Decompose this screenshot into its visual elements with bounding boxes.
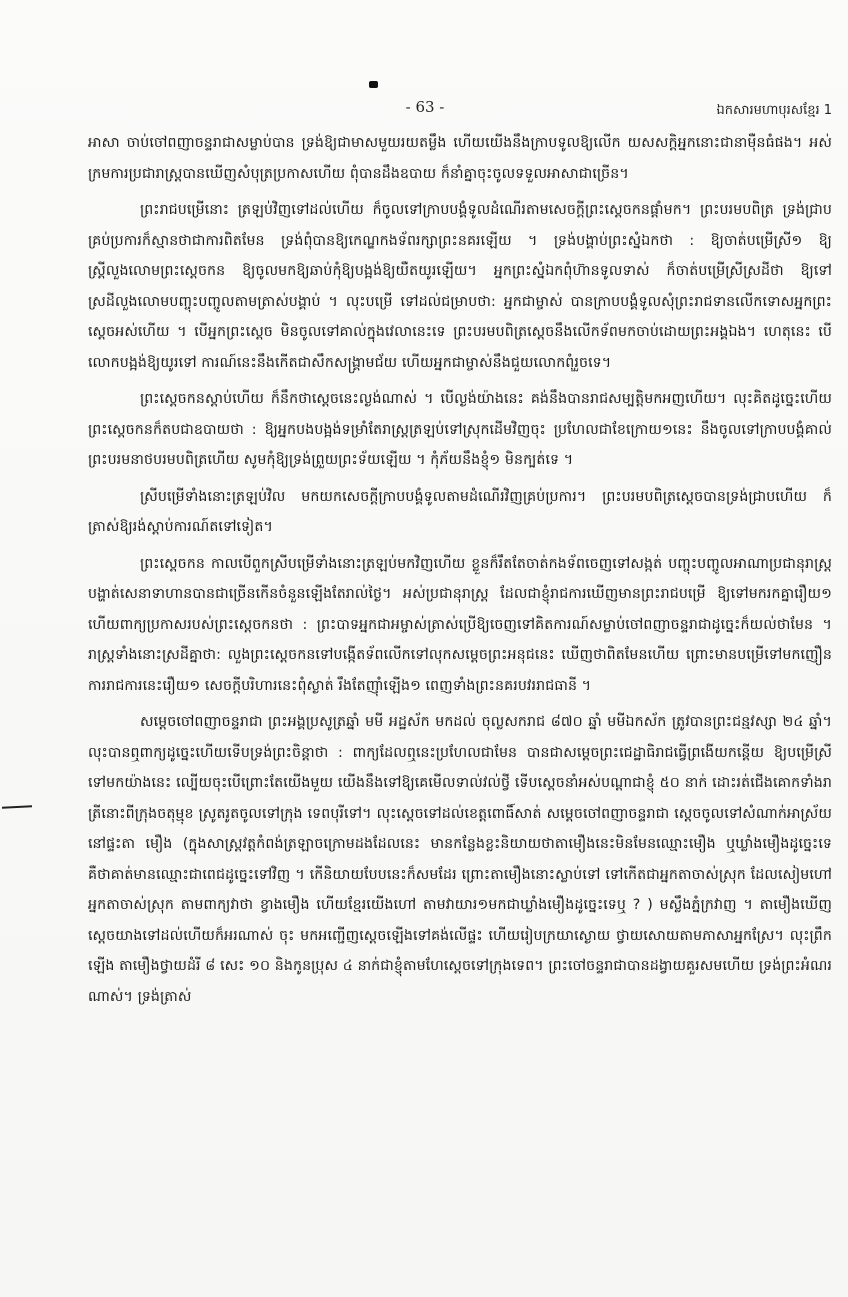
body-text <box>88 128 832 1288</box>
page-number: - 63 - <box>405 98 445 116</box>
margin-pen-mark <box>2 805 32 809</box>
paragraph: អាសា ចាប់ចៅពញាចន្ទរាជាសម្លាប់បាន ទ្រង់ឱ្យជាមាសមួយរយតម្លឹង ហើយយើងនឹងក្រាបទូលឱ្យលើក យសសក្តិអ្នកនោះជានាម៉ឺនធំផង។ អស់ក្រមការប្រជារាស្ត្របានឃើញសំបុត្រប្រកាសហើយ ពុំបានដឹងឧបាយ ក៏នាំគ្នាចុះចូលទទួលអាសាជាច្រើន។ <box>88 135 832 182</box>
paragraph: ស្រីបម្រើទាំងនោះត្រឡប់វិល មកយកសេចក្តីក្រាបបង្គំទូលតាមដំណើរវិញគ្រប់ប្រការ។ ព្រះបរមបពិត្រស្តេចបានទ្រង់ជ្រាបហើយ ក៏ត្រាស់ឱ្យរង់ស្តាប់ការណ៍តទៅទៀត។ <box>88 488 832 535</box>
paragraph: ព្រះស្តេចកន កាលបើពួកស្រីបម្រើទាំងនោះត្រឡប់មកវិញហើយ ខ្លួនក៏រឹតតែចាត់កងទ័ពចេញទៅសង្កត់ បញ្ចុះបញ្ចូលអាណាប្រជានុរាស្ត្រ បង្ហាត់សេនាទាហានបានជាច្រើនកើនចំនួនឡើងតែរាល់ថ្ងៃ។ អស់ប្រជានុរាស្ត្រ ដែលជាខ្ញុំរាជការឃើញមានព្រះរាជបម្រើ ឱ្យទៅមករកគ្នារឿយ១ ហើយពាក្យប្រកាសរបស់ព្រះស្តេចកនថា : ព្រះបាទអ្នកជាអម្ចាស់ត្រាស់ប្រើឱ្យចេញទៅគិតការណ៍សម្លាប់ចៅពញាចន្ទរាជាដូច្នេះក៏យល់ថាមែន ។ រាស្ត្រទាំងនោះស្រដីគ្នាថា: លួងព្រះស្តេចកនទៅបង្កើតទ័ពលើកទៅលុកសម្តេចព្រះអនុជនេះ ឃើញថាពិតមែនហើយ ព្រោះមានបម្រើទៅមកញឿនការរាជការនេះរឿយ១ សេចក្តីបរិហារនេះពុំស្ងាត់ រឹងតែញុាំឡើង១ ពេញទាំងព្រះនគរបវររាជធានី ។ <box>88 555 832 694</box>
paragraph: ព្រះស្តេចកនស្តាប់ហើយ ក៏នឹកថាស្តេចនេះល្ងង់ណាស់ ។ បើល្ងង់យ៉ាងនេះ គង់នឹងបានរាជសម្បត្តិមកអញហើយ។ លុះគិតដូច្នេះហើយព្រះស្តេចកនក៏តបជាឧបាយថា : ឱ្យអ្នកបងបង្អង់ទម្រាំតែរាស្ត្រត្រឡប់ទៅស្រុកដើមវិញចុះ ប្រហែលជាខែក្រោយ១នេះ នឹងចូលទៅក្រាបបង្គំគាល់ ព្រះបរមនាថបរមបពិត្រហើយ សូមកុំឱ្យទ្រង់ព្រួយព្រះទ័យឡើយ ។ កុំភ័យនឹងខ្ញុំ១ មិនក្បត់ទេ ។ <box>88 391 832 468</box>
paragraph: ព្រះរាជបម្រើនោះ ត្រឡប់វិញទៅដល់ហើយ ក៏ចូលទៅក្រាបបង្គំទូលដំណើរតាមសេចក្តីព្រះស្តេចកនផ្តាំមក។ ព្រះបរមបពិត្រ ទ្រង់ជ្រាបគ្រប់ប្រការក៏ស្មានថាជាការពិតមែន ទ្រង់ពុំបានឱ្យកេណ្ឌកងទ័ពរក្សាព្រះនគរឡើយ ។ ទ្រង់បង្គាប់ព្រះស្នំឯកថា : ឱ្យចាត់បម្រើស្រី១ ឱ្យស្ត្រីលួងលោមព្រះស្តេចកន ឱ្យចូលមកឱ្យឆាប់កុំឱ្យបង្អង់ឱ្យយឺតយូរឡើយ។ អ្នកព្រះស្នំឯកពុំហ៊ានទូលទាស់ ក៏ចាត់បម្រើស្រីស្រដីថា ឱ្យទៅស្រដីលួងលោមបញ្ចុះបញ្ចូលតាមត្រាស់បង្គាប់ ។ លុះបម្រើ ទៅដល់ជម្រាបថា: អ្នកជាម្ចាស់ បានក្រាបបង្គំទូលសុំព្រះរាជទានលើកទោសអ្នកព្រះស្តេចអស់ហើយ ។ បើអ្នកព្រះស្តេច មិនចូលទៅគាល់ក្នុងវេលានេះទេ ព្រះបរមបពិត្រស្តេចនឹងលើកទ័ពមកចាប់ដោយព្រះអង្គឯង។ ហេតុនេះ បើលោកបង្អង់ឱ្យយូរទៅ ការណ៍នេះនឹងកើតជាសឹកសង្គ្រាមជ័យ ហើយអ្នកជាម្ចាស់នឹងជួយលោកពុំរួចទេ។ <box>88 202 832 371</box>
running-header: ឯកសារមហាបុរសខ្មែរ 1 <box>716 103 832 118</box>
paragraph: សម្តេចចៅពញាចន្ទរាជា ព្រះអង្គប្រសូត្រឆ្នាំ មមី អដ្ឋស័ក មកដល់ ចុល្លសករាជ ៨៧០ ឆ្នាំ មមីឯកស័ក ត្រូវបានព្រះជន្មវស្សា ២៤ ឆ្នាំ។ លុះបានឮពាក្យដូច្នេះហើយទើបទ្រង់ព្រះចិន្តាថា : ពាក្យដែលឮនេះប្រហែលជាមែន បានជាសម្តេចព្រះជេដ្ឋាធិរាជធ្វើព្រងើយកន្តើយ ឱ្យបម្រើស្រីទៅមកយ៉ាងនេះ ល្បើយចុះបើព្រោះតែយើងមួយ យើងនឹងទៅឱ្យគេមើលទាល់វល់ថ្វី ទើបស្តេចនាំអស់បណ្តាជាខ្ញុំ ៥០ នាក់ ដោះរត់ជើងគោកទាំងរាត្រីនោះពីក្រុងចតុម្មុខ ស្រូតរូតចូលទៅក្រុង ទេពបុរីទៅ។ លុះស្តេចទៅដល់ខេត្តពោធិ៍សាត់ សម្តេចចៅពញាចន្ទរាជា ស្តេចចូលទៅសំណាក់អាស្រ័យនៅផ្ទះតា មឿង (ក្នុងសាស្ត្រវត្តកំពង់ត្រឡាចក្រោមដងដែលនេះ មានកន្លែងខ្លះនិយាយថាតាមឿងនេះមិនមែនឈ្មោះមឿង ឬឃ្លាំងមឿងដូច្នេះទេ គឺថាគាត់មានឈ្មោះជាពេជដូច្នេះទៅវិញ ។ កើនិយាយបែបនេះក៏សមដែរ ព្រោះតាមឿងនោះស្លាប់ទៅ ទៅកើតជាអ្នកតាចាស់ស្រុក ដែលសៀមហៅអ្នកតាចាស់ស្រុក តាមពាក្យវាថា ខ្វាងមឿង ហើយខ្មែរយើងហៅ តាមវាយារ១មកជាឃ្លាំងមឿងដូច្នេះទេឬ ? ) មស្លឹងភ្នំក្រវាញ ។ តាមឿងឃើញស្តេចយាងទៅដល់ហើយក៏អរណាស់ ចុះ មកអញ្ជើញស្តេចឡើងទៅគង់លើផ្ទះ ហើយរៀបក្រយាស្ងោយ ថ្វាយសោយតាមភាសាអ្នកស្រែ។ លុះព្រឹកឡើង តាមឿងថ្វាយដំរី ៨ សេះ ១០ និងកូនប្រុស ៤ នាក់ជាខ្ញុំតាមហែស្តេចទៅក្រុងទេព។ ព្រះចៅចន្ទរាជាបានដង្វាយគួរសមហើយ ទ្រង់ព្រះអំណរណាស់។ ទ្រង់ត្រាស់ <box>88 714 832 1005</box>
ink-dot-mark <box>369 81 378 88</box>
